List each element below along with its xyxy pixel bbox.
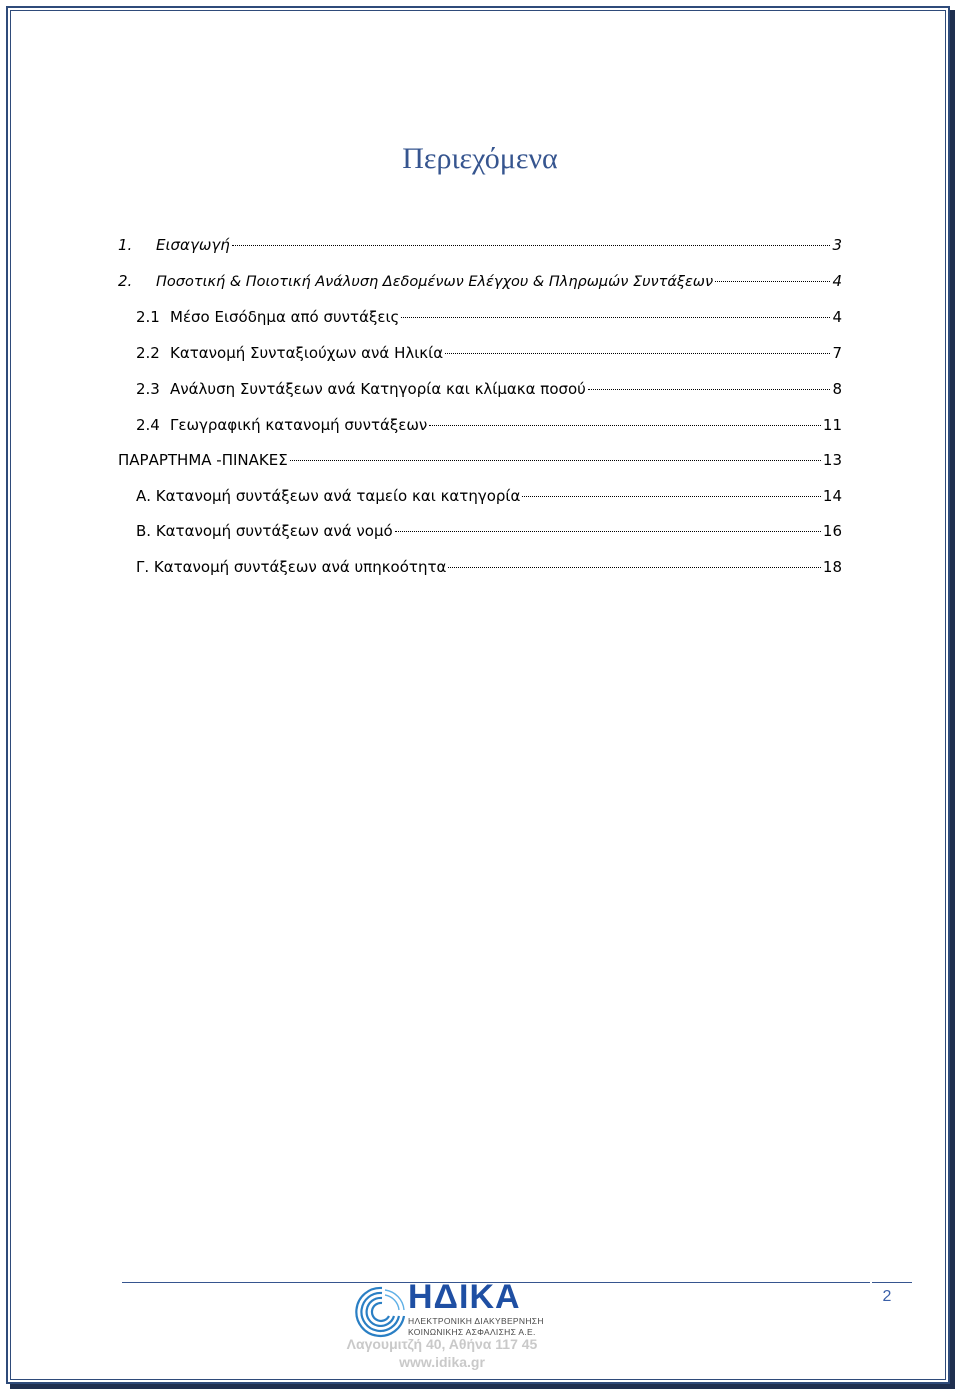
toc-leader bbox=[588, 374, 831, 390]
toc-entry-page: 14 bbox=[822, 487, 842, 505]
toc-entry-number: 2.1 bbox=[136, 308, 160, 326]
toc-entry-number: 2.3 bbox=[136, 380, 160, 398]
toc-entry-label: Εισαγωγή bbox=[156, 236, 230, 254]
toc-leader bbox=[232, 230, 831, 246]
toc-entry-number: 2.4 bbox=[136, 416, 160, 434]
toc-entry-label: Β. Κατανομή συντάξεων ανά νομό bbox=[136, 522, 393, 540]
toc-entry[interactable] bbox=[136, 342, 842, 364]
page-number: 2 bbox=[882, 1288, 892, 1305]
toc-entry-label: Ποσοτική & Ποιοτική Ανάλυση Δεδομένων Ελέγχου & Πληρωμών Συντάξεων bbox=[156, 274, 714, 290]
toc-leader bbox=[715, 266, 830, 282]
toc-entry-label: Μέσο Εισόδημα από συντάξεις bbox=[170, 308, 400, 326]
toc-entry-number: 2. bbox=[118, 272, 133, 290]
toc-entry-number: 2.2 bbox=[136, 344, 160, 362]
toc-entry[interactable] bbox=[136, 306, 842, 328]
footer-website[interactable]: www.idika.gr bbox=[399, 1354, 485, 1370]
toc-leader bbox=[429, 410, 821, 426]
toc-entry[interactable] bbox=[136, 485, 842, 507]
toc-leader bbox=[445, 338, 830, 354]
toc-entry[interactable] bbox=[118, 234, 842, 256]
page-shadow-bottom bbox=[10, 1384, 955, 1389]
toc-leader bbox=[395, 516, 821, 532]
toc-entry[interactable] bbox=[136, 378, 842, 400]
toc-entry-page: 16 bbox=[822, 522, 842, 540]
footer-address: Λαγουμιτζή 40, Αθήνα 117 45 bbox=[346, 1336, 538, 1352]
toc-entry-label: Γ. Κατανομή συντάξεων ανά υπηκοότητα bbox=[136, 558, 447, 576]
toc-leader bbox=[448, 552, 821, 568]
toc-entry[interactable] bbox=[118, 270, 842, 292]
toc-entry-page: 7 bbox=[832, 344, 842, 362]
toc-leader bbox=[290, 445, 821, 461]
toc-entry-page: 18 bbox=[822, 558, 842, 576]
toc-leader bbox=[522, 481, 821, 497]
toc-entry[interactable] bbox=[118, 449, 842, 471]
toc-entry-label: Κατανομή Συνταξιούχων ανά Ηλικία bbox=[170, 344, 444, 362]
toc-entry[interactable] bbox=[136, 520, 842, 542]
toc-entry-page: 3 bbox=[832, 236, 842, 254]
toc-entry-label: ΠΑΡΑΡΤΗΜΑ -ΠΙΝΑΚΕΣ bbox=[118, 451, 288, 469]
page-shadow-right bbox=[950, 10, 955, 1388]
toc-entry-page: 8 bbox=[832, 380, 842, 398]
toc-entry-page: 11 bbox=[822, 416, 842, 434]
toc-entry-label: Ανάλυση Συντάξεων ανά Κατηγορία και κλίμακα ποσού bbox=[170, 380, 586, 398]
toc-entry-page: 4 bbox=[832, 272, 842, 290]
toc-entry-label: Α. Κατανομή συντάξεων ανά ταμείο και κατηγορία bbox=[136, 487, 521, 505]
toc-entry-label: Γεωγραφική κατανομή συντάξεων bbox=[170, 416, 428, 434]
logo-title: ΗΔΙΚΑ bbox=[408, 1278, 521, 1316]
toc-entry-page: 4 bbox=[832, 308, 842, 326]
toc-title: Περιεχόμενα bbox=[402, 142, 558, 175]
toc-entry[interactable] bbox=[136, 414, 842, 436]
toc-entry-page: 13 bbox=[822, 451, 842, 469]
footer-divider-right bbox=[872, 1282, 912, 1283]
page-border-inner bbox=[10, 10, 946, 1380]
logo-subtitle-2: ΚΟΙΝΩΝΙΚΗΣ ΑΣΦΑΛΙΣΗΣ Α.Ε. bbox=[408, 1327, 536, 1337]
logo-subtitle-1: ΗΛΕΚΤΡΟΝΙΚΗ ΔΙΑΚΥΒΕΡΝΗΣΗ bbox=[408, 1316, 544, 1326]
toc-entry-number: 1. bbox=[118, 236, 133, 254]
toc-entry[interactable] bbox=[136, 556, 842, 578]
toc-leader bbox=[401, 302, 830, 318]
